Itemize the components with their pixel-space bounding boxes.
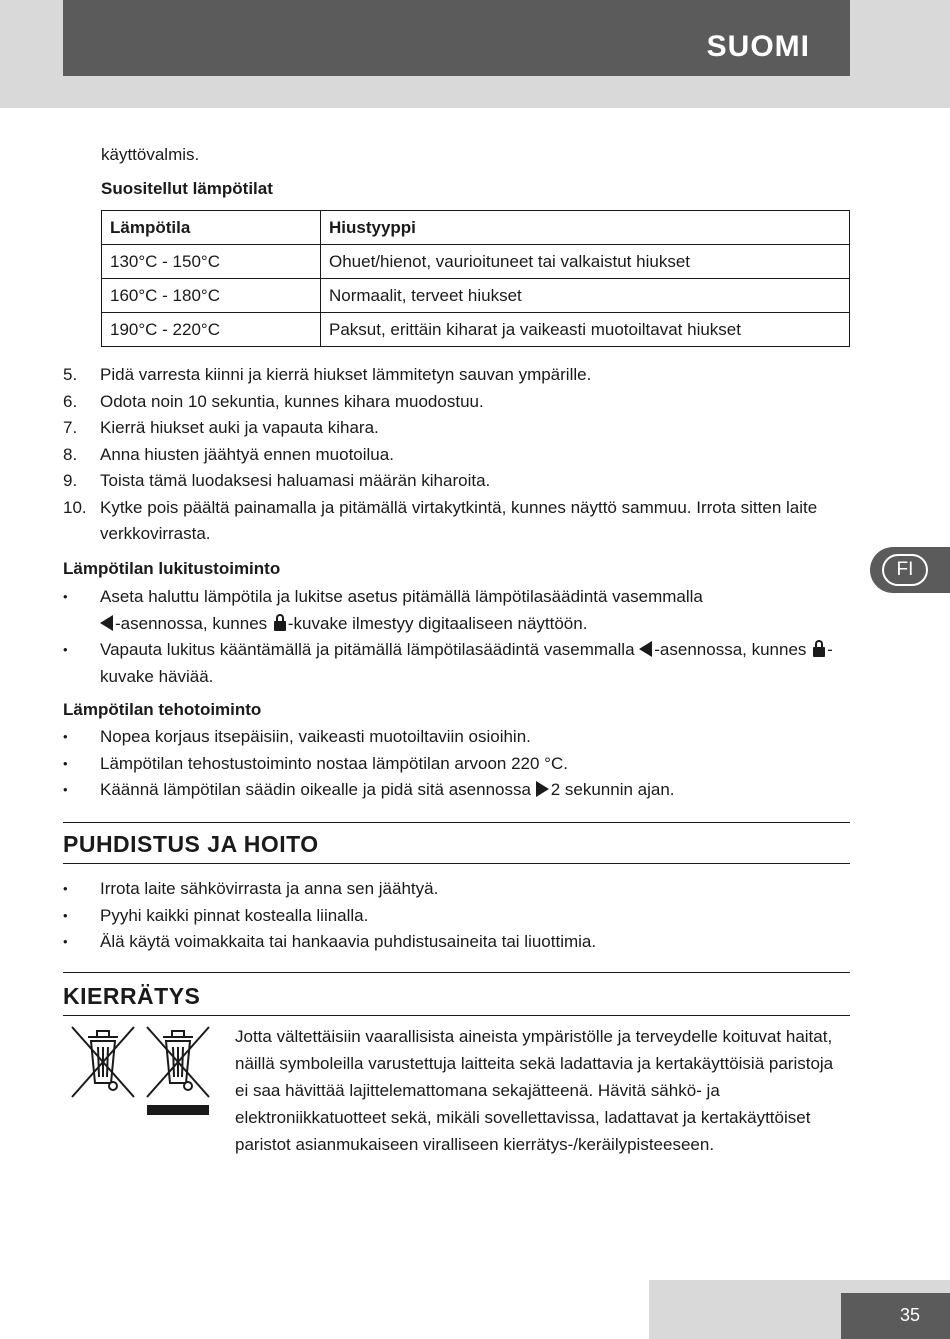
page-number: 35 <box>899 1305 920 1325</box>
col-header-temperature: Lämpötila <box>102 211 321 245</box>
language-title: SUOMI <box>706 30 810 63</box>
step-text: Odota noin 10 sekuntia, kunnes kihara muodostuu. <box>100 391 484 411</box>
cleaning-heading: PUHDISTUS JA HOITO <box>63 831 319 857</box>
step-number: 7. <box>63 418 78 437</box>
list-item <box>63 362 843 389</box>
cell-hair-type: Normaalit, terveet hiukset <box>321 279 850 313</box>
step-text: Pidä varresta kiinni ja kierrä hiukset lämmitetyn sauvan ympärille. <box>100 365 592 384</box>
list-item <box>63 777 853 804</box>
lock-bullets <box>63 584 853 690</box>
bullet-text: -kuvake häviää. <box>100 640 833 686</box>
lock-icon <box>813 640 825 657</box>
footer-bar <box>841 1293 950 1339</box>
divider <box>63 1015 850 1016</box>
divider <box>63 863 850 864</box>
list-item <box>63 929 853 956</box>
list-item <box>63 724 853 751</box>
cell-hair-type: Paksut, erittäin kiharat ja vaikeasti muotoiltavat hiukset <box>321 313 850 347</box>
intro-text: käyttövalmis. <box>101 145 200 164</box>
step-text: Toista tämä luodaksesi haluamasi määrän kiharoita. <box>100 471 491 490</box>
cell-temperature: 190°C - 220°C <box>102 313 321 347</box>
list-item <box>63 903 853 930</box>
temperature-table <box>101 210 850 347</box>
list-item <box>63 876 853 903</box>
step-text: Kytke pois päältä painamalla ja pitämällä virtakytkintä, kunnes näyttö sammuu. Irrota sitten laite verkkovirrasta. <box>100 497 818 543</box>
lock-icon <box>274 614 286 631</box>
bullet-text: Lämpötilan tehostustoiminto nostaa lämpötilan arvoon 220 °C. <box>100 753 568 773</box>
table-row <box>102 279 850 313</box>
table-row <box>102 245 850 279</box>
step-number: 6. <box>63 391 78 411</box>
col-header-hair-type: Hiustyyppi <box>321 211 850 245</box>
lock-section-title: Lämpötilan lukitustoiminto <box>63 559 281 578</box>
table-title: Suositellut lämpötilat <box>101 179 273 198</box>
bullet-text: Aseta haluttu lämpötila ja lukitse asetus pitämällä lämpötilasäädintä vasemmalla <box>100 587 703 606</box>
divider <box>63 822 850 823</box>
table-row <box>102 313 850 347</box>
list-item <box>63 495 843 548</box>
divider <box>63 972 850 973</box>
bullet-text: Irrota laite sähkövirrasta ja anna sen jäähtyä. <box>100 879 439 898</box>
step-text: Kierrä hiukset auki ja vapauta kihara. <box>100 418 379 437</box>
crossed-bin-icon <box>68 1025 138 1101</box>
list-item <box>63 637 853 690</box>
step-number: 9. <box>63 471 78 490</box>
step-text: Anna hiusten jäähtyä ennen muotoilua. <box>100 444 394 464</box>
cell-temperature: 160°C - 180°C <box>102 279 321 313</box>
list-item <box>63 442 843 469</box>
step-number: 8. <box>63 444 78 464</box>
cell-temperature: 130°C - 150°C <box>102 245 321 279</box>
bullet-text: -kuvake ilmestyy digitaaliseen näyttöön. <box>287 613 588 633</box>
language-side-tab <box>870 547 950 593</box>
step-number: 5. <box>63 365 78 384</box>
list-item <box>63 389 843 416</box>
bullet-text: Pyyhi kaikki pinnat kostealla liinalla. <box>100 905 369 925</box>
language-code-badge: FI <box>882 554 928 586</box>
table-header-row <box>102 211 850 245</box>
header-bar <box>63 0 850 76</box>
step-number: 10. <box>63 497 87 517</box>
bullet-text: -asennossa, kunnes <box>654 640 807 659</box>
arrow-left-icon <box>100 615 113 631</box>
list-item <box>63 584 853 637</box>
crossed-bin-battery-icon <box>143 1025 213 1117</box>
list-item <box>63 751 853 778</box>
bullet-text: Nopea korjaus itsepäisiin, vaikeasti muotoiltaviin osioihin. <box>100 727 531 746</box>
boost-bullets <box>63 724 853 804</box>
list-item <box>63 468 843 495</box>
bullet-text: Käännä lämpötilan säädin oikealle ja pidä sitä asennossa <box>100 780 531 799</box>
boost-section-title: Lämpötilan tehotoiminto <box>63 700 262 719</box>
bullet-text: Älä käytä voimakkaita tai hankaavia puhdistusaineita tai liuottimia. <box>100 932 597 951</box>
list-item <box>63 415 843 442</box>
bullet-text: Vapauta lukitus kääntämällä ja pitämällä lämpötilasäädintä vasemmalla <box>100 640 635 659</box>
steps-list <box>63 362 843 548</box>
cell-hair-type: Ohuet/hienot, vaurioituneet tai valkaistut hiukset <box>321 245 850 279</box>
cleaning-bullets <box>63 876 853 956</box>
recycling-text: Jotta vältettäisiin vaarallisista aineista ympäristölle ja terveydelle koituvat haitat, näillä symboleilla varustettuja laitteita sekä ladattavia ja kertakäyttöisiä paristoja ei saa hävittää lajittelemattomana sekajätteenä. Hävitä sähkö- ja elektroniikkatuotteet sekä, mikäli sovellettavissa, ladattavat ja kertakäyttöiset paristot asianmukaiseen viralliseen kierrätys-/keräilypisteeseen. <box>235 1027 834 1154</box>
recycling-heading: KIERRÄTYS <box>63 983 201 1009</box>
bullet-text: -asennossa, kunnes <box>115 613 268 633</box>
arrow-right-icon <box>536 781 549 797</box>
bullet-text: 2 sekunnin ajan. <box>550 780 675 799</box>
arrow-left-icon <box>639 641 652 657</box>
